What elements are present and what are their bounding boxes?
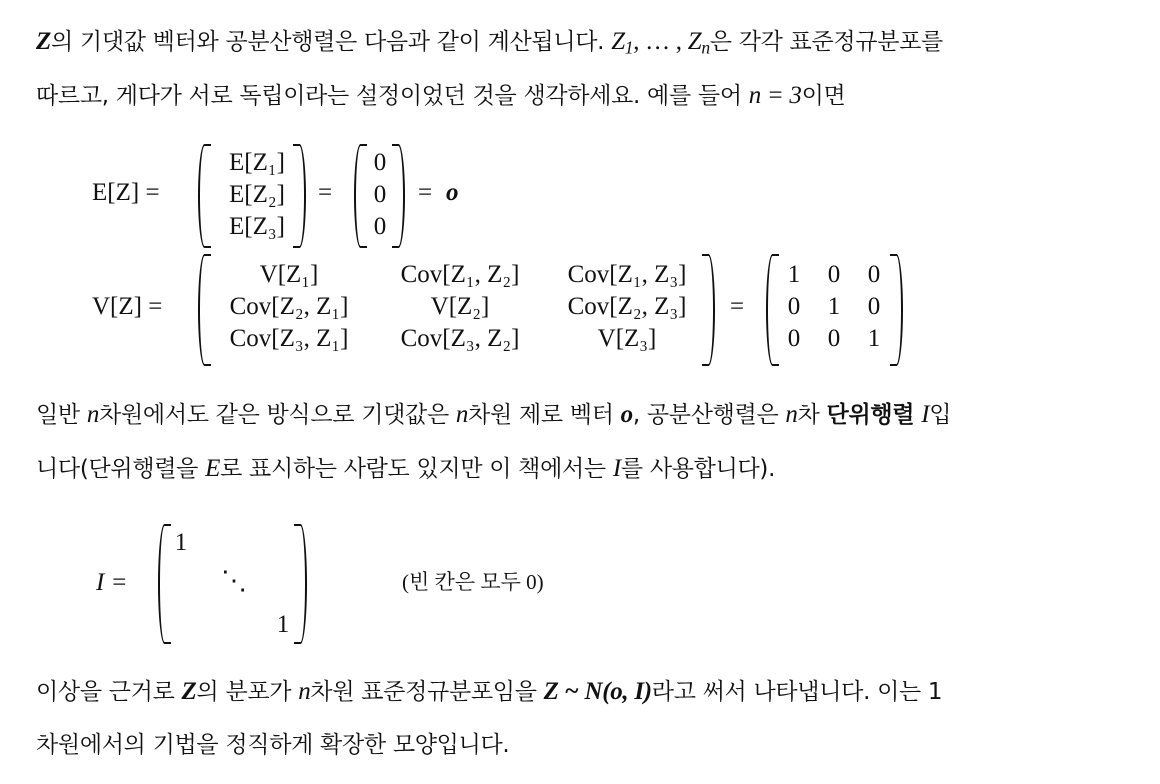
term-identity-matrix: 단위행렬 (826, 402, 915, 428)
text: 차원 표준정규분포임을 (310, 679, 544, 705)
math-n: n (455, 401, 469, 428)
math-E: E (205, 455, 221, 482)
text: 이상을 근거로 (36, 679, 182, 705)
identity-cell: 0 (787, 325, 801, 352)
paragraph-general (36, 388, 1136, 496)
zero-vector-o: o (446, 179, 459, 206)
eq-zero-cell: 0 (373, 213, 387, 240)
eq-zero-cell: 0 (373, 181, 387, 208)
identity-cell: 0 (787, 293, 801, 320)
paragraph-intro-line-2 (36, 69, 1136, 123)
eq-expect-cell: E[Z₁] (229, 149, 285, 176)
eq-sign: = (318, 179, 333, 206)
eq-sign: = (730, 293, 745, 320)
identity-cell: 1 (867, 325, 881, 352)
right-paren (293, 144, 306, 248)
text: 일반 (36, 402, 87, 428)
cov-cell: Cov[Z₂, Z₁] (229, 293, 349, 320)
identity-cell: 0 (827, 261, 841, 288)
cov-cell: V[Z₃] (597, 325, 657, 352)
identity-top-one: 1 (174, 529, 188, 556)
text: 의 기댓값 벡터와 공분산행렬은 다음과 같이 계산됩니다. (50, 29, 612, 55)
math-o: o (620, 401, 633, 428)
math-I: I (921, 401, 930, 428)
math-n-eq-3: n = 3 (748, 82, 802, 109)
cov-cell: V[Z₁] (259, 261, 319, 288)
math-n: n (298, 678, 311, 705)
text: 를 사용합니다). (620, 456, 776, 482)
text: 입 (929, 402, 952, 428)
text: , 공분산행렬은 (632, 402, 786, 428)
cov-cell: V[Z₂] (430, 293, 490, 320)
text: 차원에서의 기법을 정직하게 확장한 모양입니다. (36, 732, 510, 758)
paragraph-general-line-2 (36, 442, 1136, 496)
eq-expect-lhs: E[Z] = (92, 179, 160, 206)
math-Z: Z (181, 678, 197, 705)
text: 이면 (801, 83, 846, 109)
text: 차 (797, 402, 827, 428)
math-n: n (86, 401, 100, 428)
left-paren (198, 144, 211, 248)
paragraph-conclusion (36, 665, 1136, 772)
identity-cell: 0 (867, 293, 881, 320)
identity-cell: 1 (787, 261, 801, 288)
paragraph-conclusion-line-1 (36, 665, 1136, 719)
identity-note: (빈 칸은 모두 0) (402, 570, 544, 594)
left-paren (198, 254, 211, 366)
text: 라고 써서 나타냅니다. 이는 1 (651, 679, 943, 705)
right-paren (890, 254, 903, 366)
cov-cell: Cov[Z₁, Z₃] (567, 261, 687, 288)
text: 의 분포가 (196, 679, 299, 705)
text: 차원 제로 벡터 (468, 402, 621, 428)
math-Zn-base: Z (687, 28, 702, 55)
identity-cell: 0 (867, 261, 881, 288)
eq-expect-cell: E[Z₃] (229, 213, 285, 240)
right-paren (392, 144, 405, 248)
cov-cell: Cov[Z₃, Z₁] (229, 325, 349, 352)
identity-cell: 0 (827, 325, 841, 352)
math-Zn (687, 28, 710, 58)
paragraph-conclusion-line-2 (36, 719, 1136, 772)
text: 은 각각 표준정규분포를 (709, 29, 943, 55)
identity-bottom-one: 1 (276, 611, 290, 638)
math-distribution: Z ~ N(o, I) (543, 678, 652, 705)
cov-cell: Cov[Z₂, Z₃] (567, 293, 687, 320)
math-Z: Z (36, 28, 51, 55)
paragraph-intro (36, 15, 1136, 123)
math-Z1 (611, 28, 634, 58)
text: 따르고, 게다가 서로 독립이라는 설정이었던 것을 생각하세요. 예를 들어 (36, 83, 749, 109)
identity-cell: 1 (827, 293, 841, 320)
math-dots: , … , (633, 28, 688, 55)
right-paren (702, 254, 715, 366)
text: 로 표시하는 사람도 있지만 이 책에서는 (220, 456, 613, 482)
ddots: ⋱ (221, 566, 247, 595)
cov-cell: Cov[Z₃, Z₂] (400, 325, 520, 352)
math-I: I (612, 455, 621, 482)
text: 니다(단위행렬을 (36, 456, 206, 482)
left-paren (766, 254, 779, 366)
eq-identity-lhs: I = (96, 569, 128, 596)
eq-sign: = (418, 179, 433, 206)
math-Zn-sub: n (701, 37, 710, 58)
paragraph-general-line-1 (36, 388, 1136, 442)
cov-cell: Cov[Z₁, Z₂] (400, 261, 520, 288)
math-n: n (785, 401, 798, 428)
text: 차원에서도 같은 방식으로 기댓값은 (99, 402, 456, 428)
eq-cov-lhs: V[Z] = (92, 293, 163, 320)
math-Z1-sub: 1 (624, 37, 634, 58)
right-paren (294, 524, 307, 644)
eq-expect-cell: E[Z₂] (229, 181, 285, 208)
math-Z1-base: Z (611, 28, 625, 55)
paragraph-intro-line-1 (36, 15, 1136, 69)
eq-zero-cell: 0 (373, 149, 387, 176)
